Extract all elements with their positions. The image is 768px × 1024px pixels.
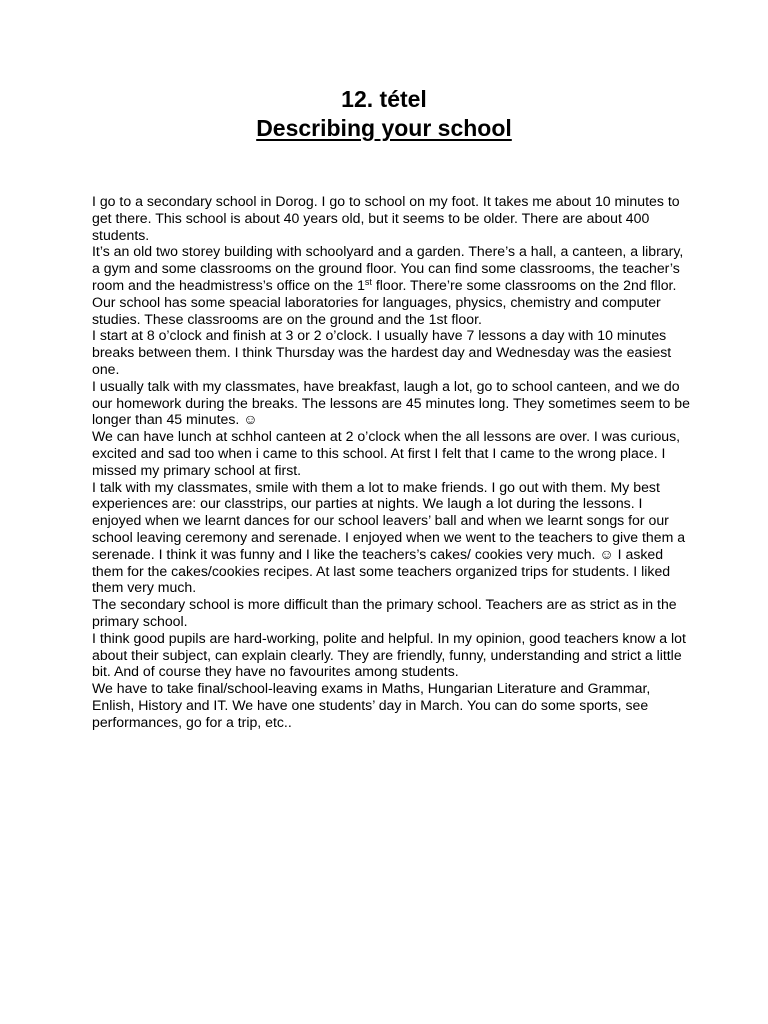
ordinal-superscript: st: [364, 276, 372, 287]
paragraph-breaks: I usually talk with my classmates, have breakfast, laugh a lot, go to school canteen, and we do our homework during the breaks. The lessons are 45 minutes long. They sometimes seem to be longer than 45 minutes. ☺: [92, 377, 690, 428]
paragraph-building-text-b: floor. There’re some classrooms on the 2nd fllor. Our school has some speacial laboratories for languages, physics, chemistry and computer studies. These classrooms are on the ground and the 1st floor.: [92, 276, 677, 327]
heading-title: Describing your school: [256, 115, 512, 141]
paragraph-commute: I go to a secondary school in Dorog. I go to school on my foot. It takes me about 10 minutes to get there. This school is about 40 years old, but it seems to be older. There are about 400 students.: [92, 193, 680, 243]
paragraph-schedule: I start at 8 o’clock and finish at 3 or 2 o’clock. I usually have 7 lessons a day with 10 minutes breaks between them. I think Thursday was the hardest day and Wednesday was the easiest one.: [92, 327, 672, 377]
paragraph-experiences: I talk with my classmates, smile with them a lot to make friends. I go out with them. My best experiences are: our classtrips, our parties at nights. We laugh a lot during the lessons. I enjoyed when we learnt dances for our school leavers’ ball and when we learnt songs for our school leaving ceremony and serenade. I enjoyed when we went to the teachers to give them a serenade. I think it was funny and I like the teachers’s cakes/ cookies very much. ☺ I asked them for the cakes/cookies recipes. At last some teachers organized trips for students. I liked them very much.: [92, 478, 686, 596]
paragraph-pupils-teachers: I think good pupils are hard-working, polite and helpful. In my opinion, good teachers know a lot about their subject, can explain clearly. They are friendly, funny, understanding and strict a little bit. And of course they have no favourites among students.: [92, 629, 686, 680]
paragraph-lunch: We can have lunch at schhol canteen at 2 o’clock when the all lessons are over. I was curious, excited and sad too when i came to this school. At first I felt that I came to the wrong place. I missed my primary school at first.: [92, 428, 681, 478]
paragraph-difficulty: The secondary school is more difficult than the primary school. Teachers are as strict as in the primary school.: [92, 596, 677, 629]
heading-number: 12. tétel: [341, 86, 427, 112]
paragraph-building: [92, 243, 692, 327]
paragraph-building-text-a: It’s an old two storey building with schoolyard and a garden. There’s a hall, a canteen, a library, a gym and some classrooms on the ground floor. You can find some classrooms, the teacher’s room and the headmistress’s office on the 1: [92, 243, 684, 293]
paragraph-exams: We have to take final/school-leaving exams in Maths, Hungarian Literature and Grammar, Enlish, History and IT. We have one students’ day in March. You can do some sports, see performances, go for a trip, etc..: [92, 680, 651, 730]
essay-body: [92, 193, 692, 731]
